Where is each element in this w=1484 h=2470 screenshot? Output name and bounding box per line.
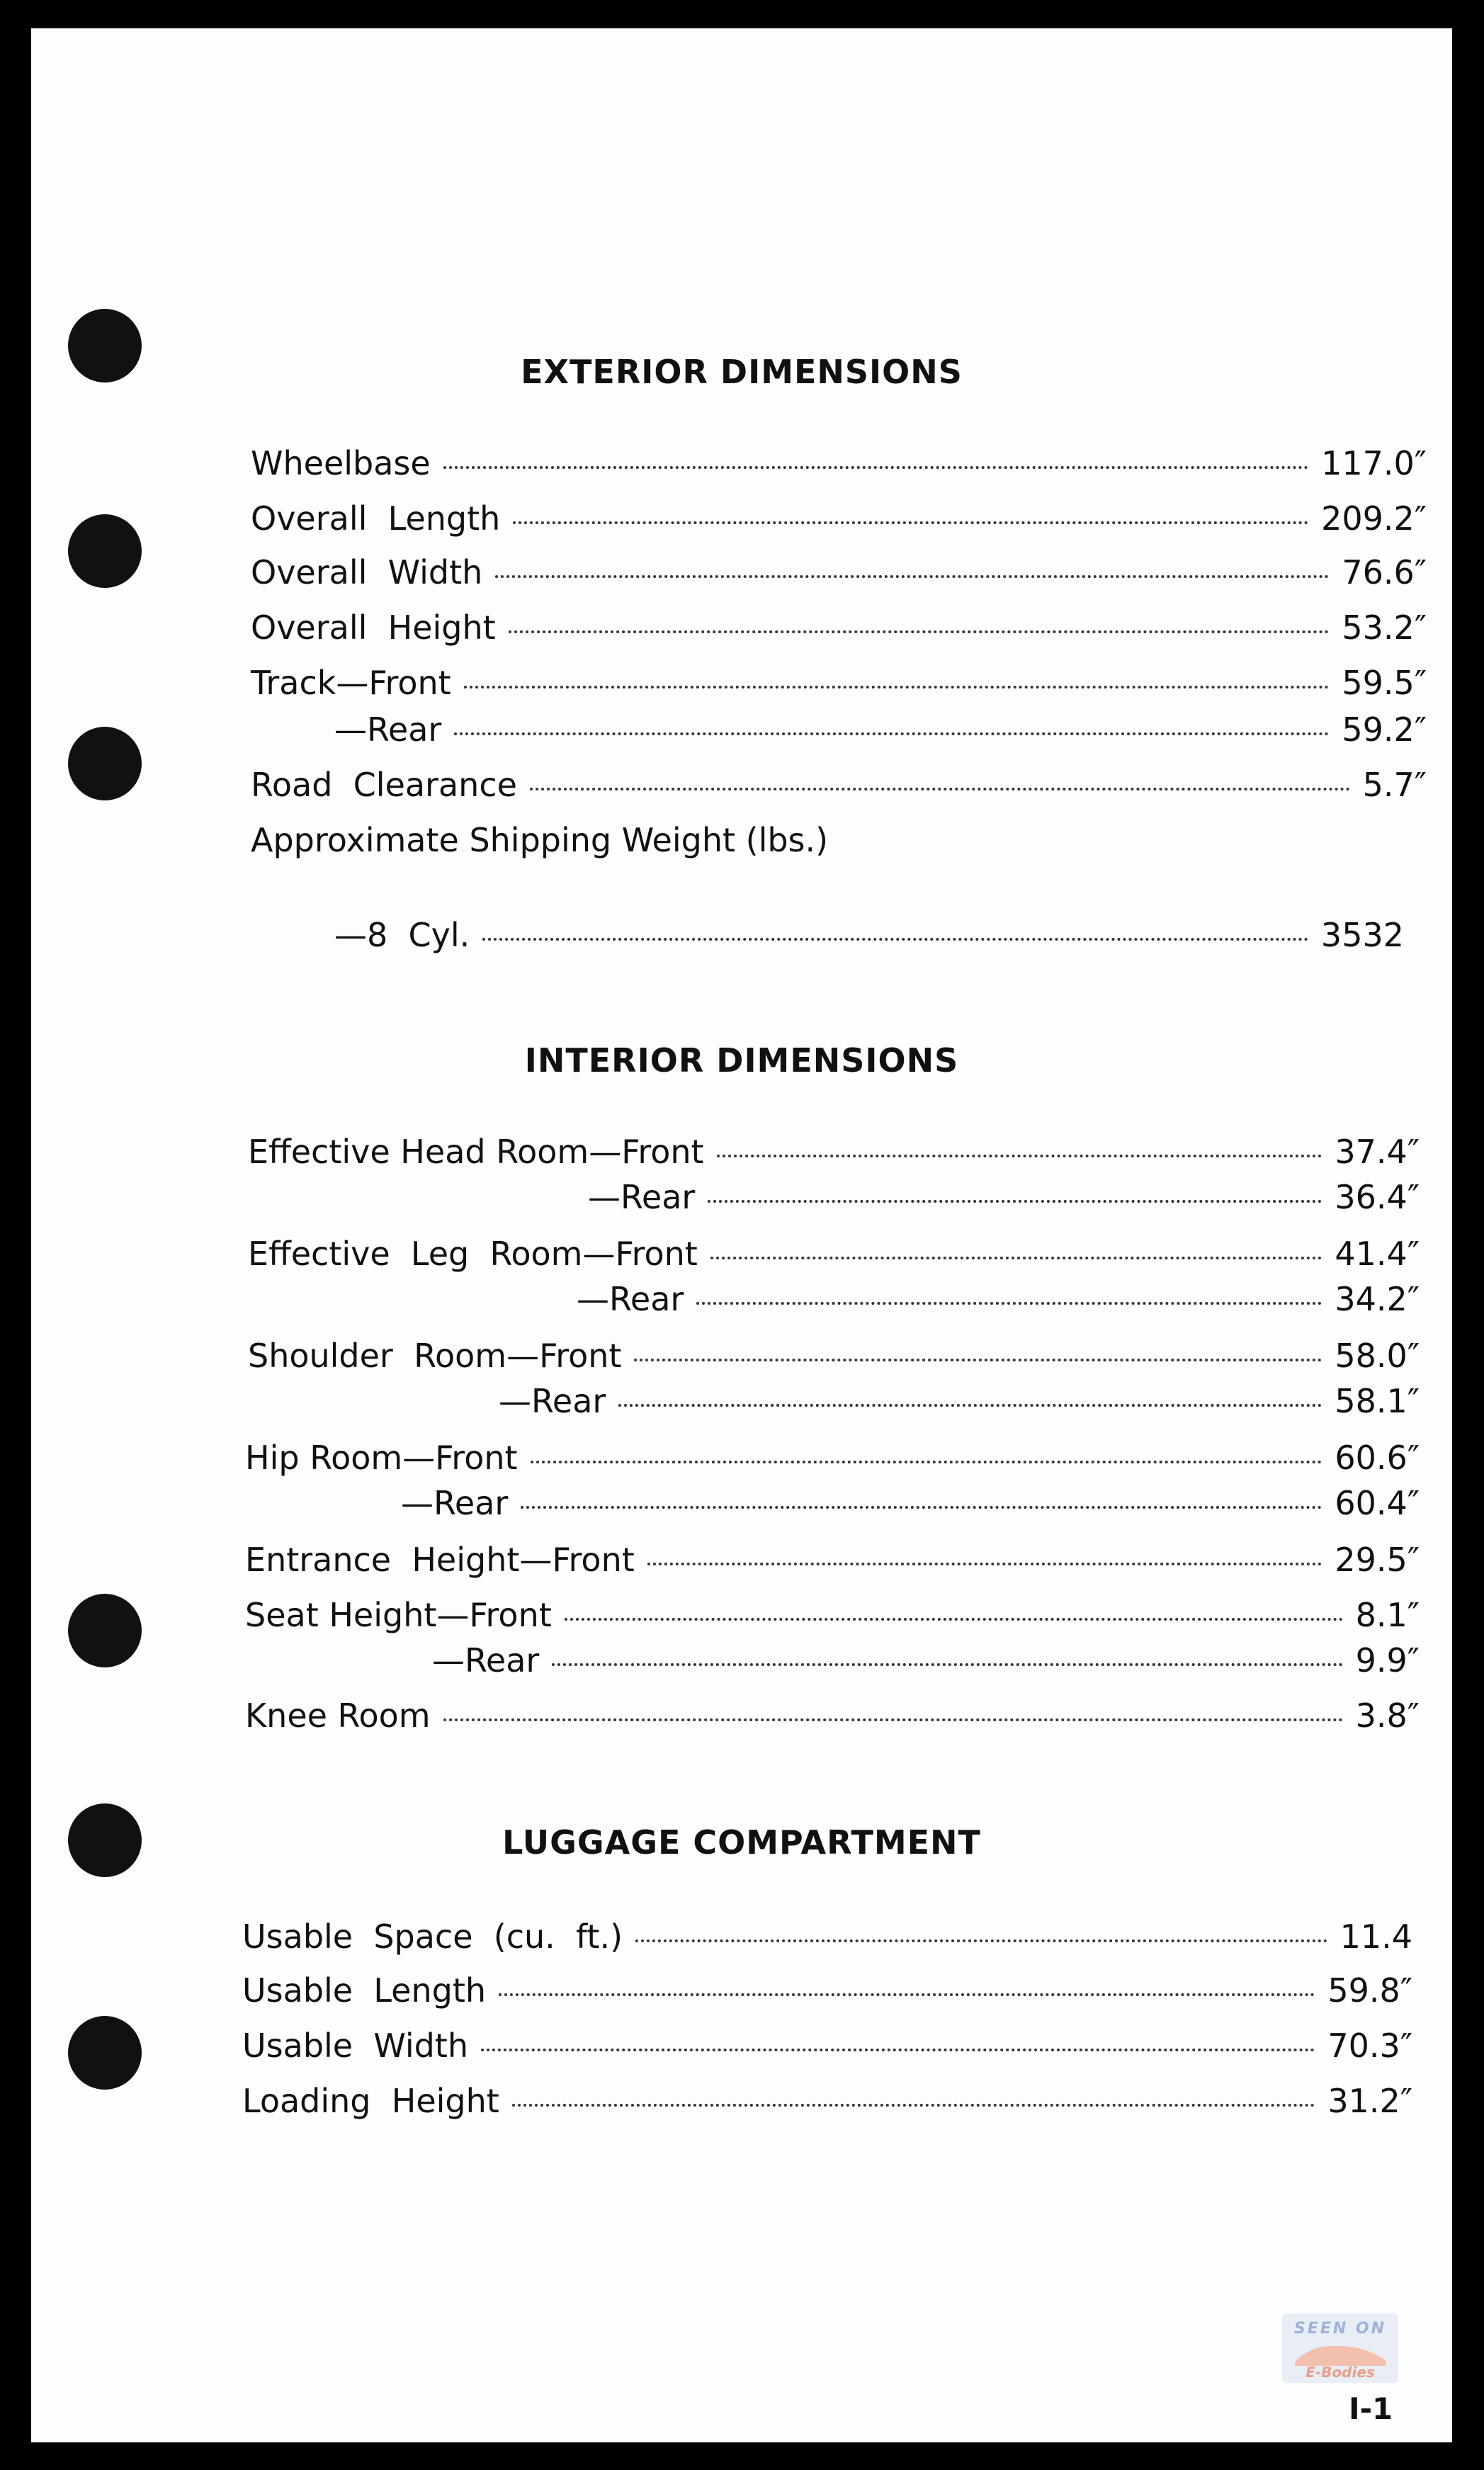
section-title-exterior: EXTERIOR DIMENSIONS <box>521 353 963 391</box>
row-label: —Rear <box>401 1484 509 1522</box>
row-value: 31.2″ <box>1327 2082 1412 2120</box>
dot-leader <box>717 1155 1322 1157</box>
row-leg-room-rear <box>577 1278 1420 1320</box>
row-label: Shoulder Room—Front <box>248 1337 622 1375</box>
logo-text-top: SEEN ON <box>1293 2320 1387 2338</box>
row-label: Effective Leg Room—Front <box>248 1235 698 1273</box>
row-head-room-front <box>248 1131 1420 1173</box>
dot-leader <box>521 1506 1322 1509</box>
row-value: 37.4″ <box>1335 1133 1420 1171</box>
dot-leader <box>464 686 1330 689</box>
dot-leader <box>443 466 1308 469</box>
dot-leader <box>495 575 1329 578</box>
page-number: I-1 <box>1349 2391 1393 2426</box>
row-value: 41.4″ <box>1335 1235 1420 1273</box>
row-label: Entrance Height—Front <box>245 1541 635 1579</box>
row-label: —Rear <box>334 710 442 749</box>
binder-hole <box>68 2016 142 2090</box>
row-label: Seat Height—Front <box>245 1596 552 1634</box>
dot-leader <box>647 1563 1322 1565</box>
row-label: Loading Height <box>242 2082 499 2120</box>
dot-leader <box>482 938 1308 941</box>
row-label: Effective Head Room—Front <box>248 1133 704 1171</box>
row-label: —8 Cyl. <box>334 916 470 954</box>
row-value: 3532 <box>1320 916 1404 954</box>
row-value: 11.4 <box>1339 1917 1412 1956</box>
section-title-luggage: LUGGAGE COMPARTMENT <box>502 1823 981 1862</box>
row-shipping-weight-8cyl <box>334 914 1404 956</box>
row-value: 9.9″ <box>1355 1641 1420 1679</box>
dot-leader <box>552 1663 1342 1666</box>
row-label: Wheelbase <box>251 444 431 482</box>
dot-leader <box>565 1618 1343 1621</box>
dot-leader <box>454 732 1329 735</box>
row-overall-width <box>251 551 1427 594</box>
row-hip-room-front <box>245 1437 1420 1479</box>
row-label: —Rear <box>499 1382 606 1420</box>
row-label: Overall Height <box>251 608 496 647</box>
dot-leader <box>696 1302 1322 1305</box>
dot-leader <box>530 788 1350 791</box>
binder-hole <box>68 514 142 588</box>
row-shipping-weight <box>251 819 1427 861</box>
row-value: 59.5″ <box>1342 664 1427 702</box>
row-label: Usable Width <box>242 2027 468 2065</box>
row-loading-height <box>242 2080 1412 2122</box>
row-wheelbase <box>251 442 1427 485</box>
row-value: 5.7″ <box>1362 766 1427 804</box>
row-knee-room <box>245 1694 1420 1737</box>
row-seat-height-rear <box>432 1639 1420 1682</box>
dot-leader <box>509 630 1330 633</box>
seen-on-ebodies-logo <box>1282 2313 1398 2383</box>
logo-text-bottom: E-Bodies <box>1305 2364 1375 2381</box>
row-label: Overall Length <box>251 499 501 538</box>
row-value: 60.4″ <box>1335 1484 1420 1522</box>
dot-leader <box>708 1200 1322 1203</box>
dot-leader <box>531 1461 1322 1463</box>
row-value: 3.8″ <box>1355 1696 1420 1735</box>
row-label: Overall Width <box>251 553 483 591</box>
row-entrance-height-front <box>245 1539 1420 1581</box>
binder-hole <box>68 1594 142 1667</box>
dot-leader <box>512 2104 1315 2107</box>
row-value: 59.8″ <box>1327 1971 1412 2010</box>
dot-leader <box>443 1718 1343 1721</box>
row-value: 53.2″ <box>1342 608 1427 647</box>
dot-leader <box>618 1404 1322 1407</box>
row-label: Approximate Shipping Weight (lbs.) <box>251 821 829 859</box>
row-label: Usable Length <box>242 1971 487 2010</box>
row-value: 58.1″ <box>1335 1382 1420 1420</box>
row-label: —Rear <box>577 1280 684 1318</box>
dot-leader <box>635 1939 1327 1942</box>
row-overall-length <box>251 497 1427 540</box>
row-value: 58.0″ <box>1335 1337 1420 1375</box>
row-overall-height <box>251 606 1427 649</box>
row-value: 8.1″ <box>1355 1596 1420 1634</box>
row-value: 60.6″ <box>1335 1439 1420 1477</box>
row-value: 70.3″ <box>1327 2027 1412 2065</box>
binder-hole <box>68 727 142 800</box>
row-leg-room-front <box>248 1233 1420 1275</box>
dot-leader <box>513 521 1308 524</box>
row-value: 29.5″ <box>1335 1541 1420 1579</box>
row-value: 76.6″ <box>1342 553 1427 591</box>
row-value: 59.2″ <box>1342 710 1427 749</box>
row-seat-height-front <box>245 1594 1420 1636</box>
row-value: 209.2″ <box>1321 499 1427 538</box>
row-usable-space <box>242 1915 1412 1958</box>
document-page <box>31 28 1452 2442</box>
section-title-interior: INTERIOR DIMENSIONS <box>524 1041 959 1080</box>
row-track-front <box>251 662 1427 704</box>
dot-leader <box>710 1257 1322 1259</box>
row-value: 36.4″ <box>1335 1178 1420 1216</box>
dot-leader <box>499 1993 1315 1996</box>
dot-leader <box>481 2049 1315 2051</box>
row-label: Track—Front <box>251 664 451 702</box>
row-label: Knee Room <box>245 1696 431 1735</box>
dot-leader <box>634 1359 1322 1361</box>
row-shoulder-room-front <box>248 1335 1420 1377</box>
row-value: 34.2″ <box>1335 1280 1420 1318</box>
row-usable-width <box>242 2024 1412 2067</box>
row-value: 117.0″ <box>1321 444 1427 482</box>
row-head-room-rear <box>588 1176 1420 1218</box>
row-usable-length <box>242 1969 1412 2012</box>
row-track-rear <box>334 708 1427 751</box>
row-label: Usable Space (cu. ft.) <box>242 1917 623 1956</box>
row-label: —Rear <box>432 1641 540 1679</box>
row-road-clearance <box>251 764 1427 806</box>
row-label: Hip Room—Front <box>245 1439 518 1477</box>
row-label: Road Clearance <box>251 766 517 804</box>
row-shoulder-room-rear <box>499 1380 1420 1422</box>
row-label: —Rear <box>588 1178 696 1216</box>
row-hip-room-rear <box>401 1482 1420 1524</box>
